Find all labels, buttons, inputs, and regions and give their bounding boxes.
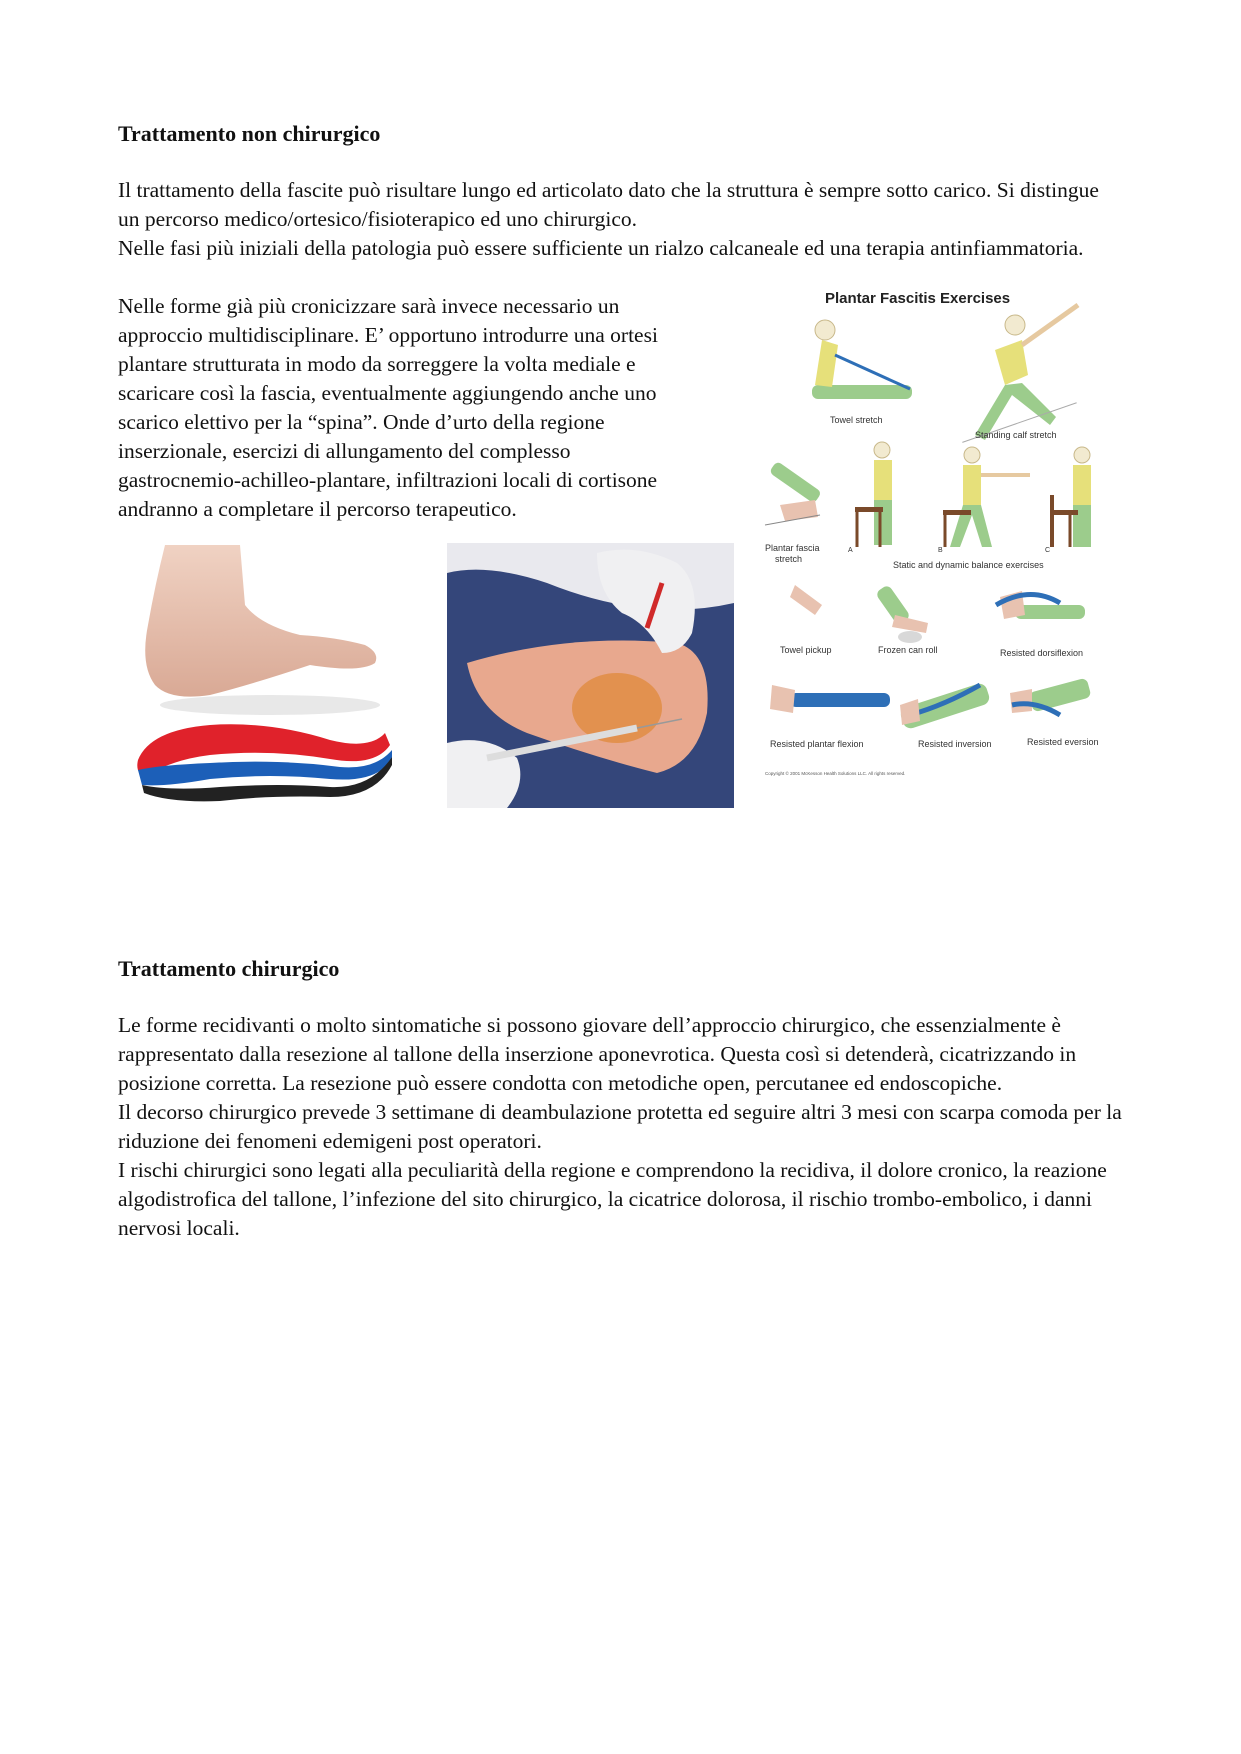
plantar-fascia-stretch-figure [765,461,822,525]
label-resisted-dorsiflexion: Resisted dorsiflexion [1000,648,1084,658]
paragraph-chronic-phase [118,292,768,524]
heel-injection-photo [447,543,734,808]
text-line: andranno a completare il percorso terapeutico. [118,497,517,521]
section-heading-non-surgical: Trattamento non chirurgico [118,121,381,146]
label-resisted-eversion: Resisted eversion [1027,737,1099,747]
paragraph-surgical-approach: Le forme recidivanti o molto sintomatiche si possono giovare dell’approccio chirurgico, che essenzialmente è rappresentato dalla resezione al tallone della inserzione aponevrotica. Questa così si detenderà, cicatrizzando in posizione corretta. La resezione può essere condotta con metodiche open, percutanee ed endoscopiche. [118,1013,1077,1095]
label-towel-stretch: Towel stretch [830,415,883,425]
resisted-eversion-figure [1010,678,1092,715]
label-resisted-inversion: Resisted inversion [918,739,992,749]
resisted-inversion-figure [899,682,991,731]
paragraph-treatment-overview: Il trattamento della fascite può risultare lungo ed articolato dato che la struttura è sempre sotto carico. Si distingue un percorso medico/ortesico/fisioterapico ed uno chirurgico. [118,178,1099,231]
standing-calf-stretch-figure [959,305,1079,442]
copyright-text: Copyright © 2001 McKesson Health Solutions LLC. All rights reserved. [765,771,906,776]
foot-with-insole-image [130,545,400,805]
label-frozen-can-roll: Frozen can roll [878,645,938,655]
plantar-fascitis-exercises-illustration [760,285,1140,785]
paragraph-early-phase: Nelle fasi più iniziali della patologia può essere sufficiente un rialzo calcaneale ed una terapia antinfiammatoria. [118,236,1084,260]
label-letter-c: C [1045,547,1051,554]
text-line: scaricare così la fascia, eventualmente aggiungendo anche uno [118,381,657,405]
label-towel-pickup: Towel pickup [780,645,832,655]
towel-pickup-figure [760,585,822,622]
foot-shape [145,545,376,697]
label-standing-calf-stretch: Standing calf stretch [975,430,1057,440]
exercises-title: Plantar Fascitis Exercises [825,290,1011,307]
text-line: gastrocnemio-achilleo-plantare, infiltrazioni locali di cortisone [118,468,658,492]
balance-exercises-figures [855,442,1091,547]
text-line: scarico elettivo per la “spina”. Onde d’urto della regione [118,410,605,434]
text-line: inserzionale, esercizi di allungamento del complesso [118,439,571,463]
section1-intro-text [118,176,1118,263]
towel-stretch-figure [812,320,912,399]
resisted-dorsiflexion-figure [996,591,1085,619]
text-line: plantare strutturata in modo da sorreggere la volta mediale e [118,352,636,376]
resisted-plantar-flexion-figure [770,685,890,713]
frozen-can-roll-figure [875,584,928,643]
label-plantar-fascia-2: stretch [775,554,803,564]
label-resisted-plantar-flexion: Resisted plantar flexion [770,739,864,749]
label-letter-b: B [938,547,943,554]
label-letter-a: A [848,547,853,554]
section2-text [118,1011,1128,1243]
text-line: Nelle forme già più cronicizzare sarà invece necessario un [118,294,620,318]
text-line: approccio multidisciplinare. E’ opportuno introdurre una ortesi [118,323,658,347]
label-balance-exercises: Static and dynamic balance exercises [893,560,1044,570]
paragraph-surgical-course: Il decorso chirurgico prevede 3 settimane di deambulazione protetta ed seguire altri 3 mesi con scarpa comoda per la riduzione dei fenomeni edemigeni post operatori. [118,1100,1122,1153]
paragraph-surgical-risks: I rischi chirurgici sono legati alla peculiarità della regione e comprendono la recidiva, il dolore cronico, la reazione algodistrofica del tallone, l’infezione del sito chirurgico, la cicatrice dolorosa, il rischio trombo-embolico, i danni nervosi locali. [118,1158,1107,1240]
section-heading-surgical: Trattamento chirurgico [118,956,340,981]
label-plantar-fascia-1: Plantar fascia [765,543,820,553]
